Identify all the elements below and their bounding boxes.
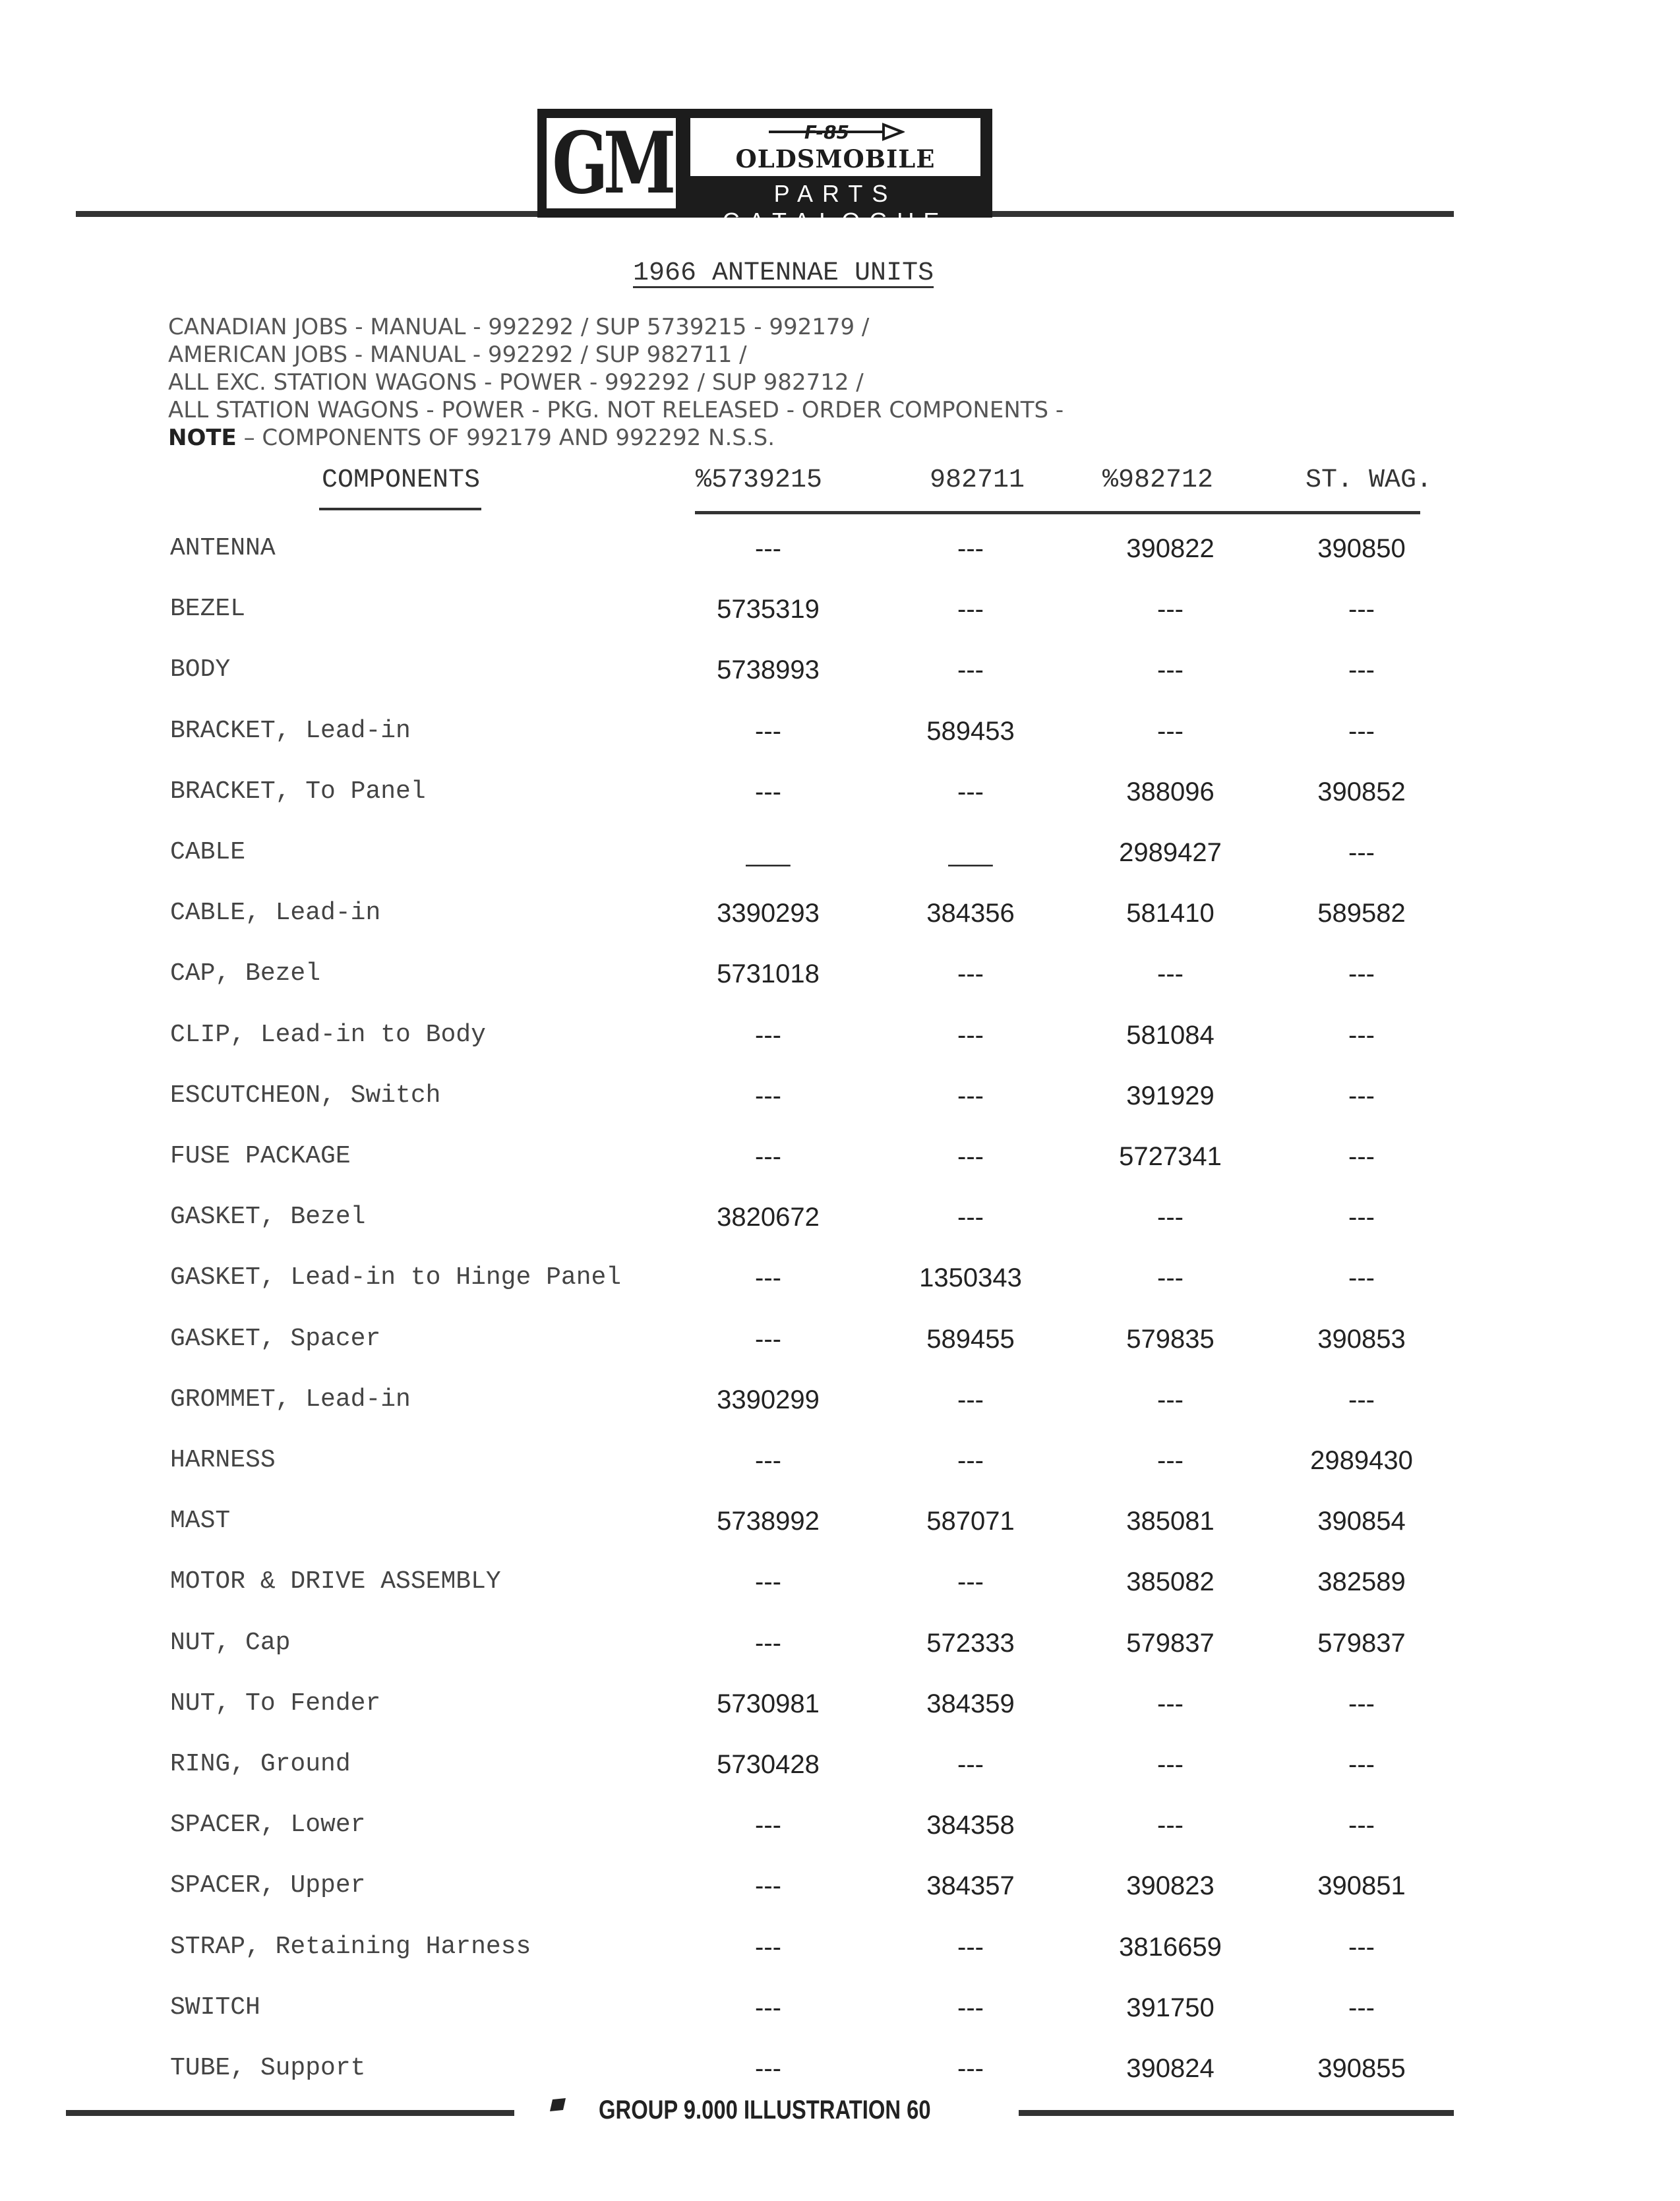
note-line xyxy=(168,424,1421,452)
part-number-cell: --- xyxy=(755,1567,781,1596)
part-number-cell: 3390299 xyxy=(717,1385,820,1414)
table-row xyxy=(0,1629,1680,1668)
model-mark: F-85 xyxy=(804,121,850,143)
part-number-cell: --- xyxy=(1157,717,1184,746)
part-name: BRACKET, Lead-in xyxy=(170,717,411,745)
part-number-cell: --- xyxy=(755,717,781,746)
part-number-cell: --- xyxy=(957,1385,984,1414)
part-number-cell: 572333 xyxy=(926,1629,1015,1658)
table-row xyxy=(0,1933,1680,1972)
part-number-cell: 5735319 xyxy=(717,595,820,624)
part-number-cell: --- xyxy=(755,1446,781,1475)
table-row xyxy=(0,655,1680,695)
table-row xyxy=(0,899,1680,938)
part-number-cell: --- xyxy=(1348,959,1375,988)
part-number-cell: --- xyxy=(957,959,984,988)
part-name: ANTENNA xyxy=(170,534,276,562)
table-row xyxy=(0,1993,1680,2033)
part-name: RING, Ground xyxy=(170,1750,351,1778)
part-number-cell: 391929 xyxy=(1126,1081,1215,1110)
part-number-cell: --- xyxy=(957,1567,984,1596)
part-number-cell: 390823 xyxy=(1126,1871,1215,1900)
brand-name: OLDSMOBILE xyxy=(735,144,936,173)
part-number-cell: --- xyxy=(755,1325,781,1354)
part-number-cell: --- xyxy=(1348,1750,1375,1779)
part-number-cell: --- xyxy=(957,655,984,684)
part-number-cell: 390851 xyxy=(1317,1871,1406,1900)
part-number-cell: --- xyxy=(1348,838,1375,867)
table-row xyxy=(0,1689,1680,1729)
part-number-cell: 579837 xyxy=(1317,1629,1406,1658)
part-number-cell: --- xyxy=(1157,595,1184,624)
part-number-cell: 382589 xyxy=(1317,1567,1406,1596)
part-name: TUBE, Support xyxy=(170,2054,366,2082)
part-number-cell: --- xyxy=(1348,655,1375,684)
column-header-underline xyxy=(319,508,481,510)
part-name: NUT, Cap xyxy=(170,1629,291,1657)
note-line: ALL STATION WAGONS - POWER - PKG. NOT RELEASED - ORDER COMPONENTS - xyxy=(168,397,1064,423)
table-row xyxy=(0,1811,1680,1850)
table-row xyxy=(0,1507,1680,1546)
part-number-cell: --- xyxy=(1157,1750,1184,1779)
part-name: CLIP, Lead-in to Body xyxy=(170,1021,486,1049)
table-row xyxy=(0,959,1680,999)
part-name: CABLE, Lead-in xyxy=(170,899,381,927)
part-number-cell: --- xyxy=(1348,1203,1375,1232)
part-number-cell: --- xyxy=(957,2054,984,2083)
part-number-cell: --- xyxy=(755,1021,781,1050)
part-number-cell: --- xyxy=(957,1750,984,1779)
part-number-cell: 3820672 xyxy=(717,1203,820,1232)
part-name: GASKET, Lead-in to Hinge Panel xyxy=(170,1263,622,1292)
part-number-cell: --- xyxy=(1348,1993,1375,2022)
part-number-cell: 5731018 xyxy=(717,959,820,988)
table-row xyxy=(0,1567,1680,1607)
column-header-982712: %982712 xyxy=(1102,466,1214,495)
part-name: MOTOR & DRIVE ASSEMBLY xyxy=(170,1567,501,1596)
table-row xyxy=(0,595,1680,634)
part-number-cell: --- xyxy=(957,1021,984,1050)
part-number-cell: --- xyxy=(1348,1263,1375,1292)
part-number-cell: --- xyxy=(755,1993,781,2022)
part-number-cell: 390822 xyxy=(1126,534,1215,563)
part-number-cell: 390824 xyxy=(1126,2054,1215,2083)
part-name: SWITCH xyxy=(170,1993,260,2022)
part-number-cell: --- xyxy=(1348,1689,1375,1718)
part-number-cell: 3390293 xyxy=(717,899,820,928)
part-number-cell: 388096 xyxy=(1126,777,1215,806)
column-header-components: COMPONENTS xyxy=(322,466,481,495)
part-number-cell: --- xyxy=(1157,1203,1184,1232)
part-number-cell: --- xyxy=(957,1446,984,1475)
part-number-cell: 581084 xyxy=(1126,1021,1215,1050)
part-number-cell: 391750 xyxy=(1126,1993,1215,2022)
table-row xyxy=(0,1021,1680,1060)
gm-logo-text: GM xyxy=(551,113,671,213)
column-headers-underline xyxy=(695,511,1420,514)
part-name: BEZEL xyxy=(170,595,246,623)
note-label: NOTE xyxy=(168,425,237,451)
part-number-cell: ___ xyxy=(948,838,993,867)
part-number-cell: --- xyxy=(957,1993,984,2022)
part-number-cell: 385082 xyxy=(1126,1567,1215,1596)
table-row xyxy=(0,1446,1680,1486)
part-number-cell: 390854 xyxy=(1317,1507,1406,1536)
part-number-cell: --- xyxy=(957,1142,984,1171)
note-line: CANADIAN JOBS - MANUAL - 992292 / SUP 5739215 - 992179 / xyxy=(168,314,870,340)
table-row xyxy=(0,717,1680,756)
table-row xyxy=(0,777,1680,817)
table-row xyxy=(0,1263,1680,1303)
part-number-cell: --- xyxy=(1348,1021,1375,1050)
part-number-cell: 5738993 xyxy=(717,655,820,684)
part-number-cell: 589455 xyxy=(926,1325,1015,1354)
part-number-cell: --- xyxy=(755,1081,781,1110)
part-name: ESCUTCHEON, Switch xyxy=(170,1081,441,1110)
part-number-cell: --- xyxy=(755,1263,781,1292)
part-number-cell: --- xyxy=(755,1629,781,1658)
part-number-cell: 589453 xyxy=(926,717,1015,746)
table-row xyxy=(0,1385,1680,1425)
part-number-cell: --- xyxy=(755,1933,781,1962)
part-number-cell: --- xyxy=(1348,717,1375,746)
catalogue-label: PARTS CATALOGUE xyxy=(722,180,949,235)
footer-rule-left xyxy=(66,2110,514,2116)
header-rule-left xyxy=(76,211,544,217)
part-number-cell: --- xyxy=(957,595,984,624)
column-header-982711: 982711 xyxy=(930,466,1025,495)
part-number-cell: 587071 xyxy=(926,1507,1015,1536)
part-number-cell: 384359 xyxy=(926,1689,1015,1718)
part-number-cell: --- xyxy=(1157,1811,1184,1840)
table-row xyxy=(0,1325,1680,1364)
part-number-cell: --- xyxy=(755,1811,781,1840)
part-name: MAST xyxy=(170,1507,231,1535)
footer-label: GROUP 9.000 ILLUSTRATION 60 xyxy=(599,2095,931,2125)
part-name: CAP, Bezel xyxy=(170,959,321,988)
catalogue-logo xyxy=(537,109,992,235)
part-number-cell: --- xyxy=(1157,1446,1184,1475)
note-text: – COMPONENTS OF 992179 AND 992292 N.S.S. xyxy=(236,425,775,451)
part-number-cell: 2989430 xyxy=(1310,1446,1413,1475)
header-rule-right xyxy=(992,211,1454,217)
part-name: BODY xyxy=(170,655,231,684)
part-number-cell: --- xyxy=(755,1871,781,1900)
part-number-cell: 390855 xyxy=(1317,2054,1406,2083)
part-number-cell: ___ xyxy=(746,838,791,867)
part-name: CABLE xyxy=(170,838,246,866)
table-row xyxy=(0,1203,1680,1242)
part-number-cell: 390850 xyxy=(1317,534,1406,563)
part-number-cell: 384356 xyxy=(926,899,1015,928)
part-number-cell: --- xyxy=(957,1203,984,1232)
part-number-cell: 581410 xyxy=(1126,899,1215,928)
part-number-cell: --- xyxy=(1348,595,1375,624)
part-name: STRAP, Retaining Harness xyxy=(170,1933,531,1961)
table-row xyxy=(0,1871,1680,1911)
part-number-cell: --- xyxy=(755,534,781,563)
part-number-cell: --- xyxy=(755,1142,781,1171)
part-number-cell: --- xyxy=(755,2054,781,2083)
part-name: FUSE PACKAGE xyxy=(170,1142,351,1170)
part-name: SPACER, Upper xyxy=(170,1871,366,1900)
part-number-cell: --- xyxy=(1157,959,1184,988)
part-name: SPACER, Lower xyxy=(170,1811,366,1839)
part-number-cell: --- xyxy=(1348,1081,1375,1110)
table-row xyxy=(0,1142,1680,1182)
column-header-station-wagon: ST. WAG. xyxy=(1305,466,1433,495)
page-title: 1966 ANTENNAE UNITS xyxy=(633,258,934,288)
part-number-cell: 384358 xyxy=(926,1811,1015,1840)
part-number-cell: --- xyxy=(1157,1689,1184,1718)
f85-arrow-icon xyxy=(766,121,905,143)
part-number-cell: 5730428 xyxy=(717,1750,820,1779)
part-name: BRACKET, To Panel xyxy=(170,777,426,806)
part-number-cell: 5730981 xyxy=(717,1689,820,1718)
part-number-cell: --- xyxy=(957,1933,984,1962)
table-row xyxy=(0,838,1680,878)
part-name: GASKET, Bezel xyxy=(170,1203,366,1231)
part-number-cell: 390852 xyxy=(1317,777,1406,806)
table-row xyxy=(0,1081,1680,1121)
part-number-cell: --- xyxy=(1348,1385,1375,1414)
part-number-cell: --- xyxy=(1157,655,1184,684)
column-header-5739215: %5739215 xyxy=(696,466,823,495)
part-number-cell: 1350343 xyxy=(919,1263,1022,1292)
part-number-cell: 2989427 xyxy=(1119,838,1222,867)
part-number-cell: --- xyxy=(1157,1263,1184,1292)
part-number-cell: --- xyxy=(957,1081,984,1110)
part-name: NUT, To Fender xyxy=(170,1689,381,1718)
gm-logo-box xyxy=(547,113,676,213)
table-row xyxy=(0,534,1680,574)
part-number-cell: 384357 xyxy=(926,1871,1015,1900)
part-name: GROMMET, Lead-in xyxy=(170,1385,411,1414)
footer-rule-right xyxy=(1019,2110,1454,2116)
part-number-cell: --- xyxy=(957,534,984,563)
part-name: HARNESS xyxy=(170,1446,276,1474)
part-number-cell: 390853 xyxy=(1317,1325,1406,1354)
part-number-cell: 385081 xyxy=(1126,1507,1215,1536)
part-number-cell: --- xyxy=(1348,1811,1375,1840)
brand-box xyxy=(690,118,980,176)
notes-block xyxy=(168,313,1421,452)
part-number-cell: --- xyxy=(1348,1142,1375,1171)
footer-ink-mark-icon xyxy=(546,2097,570,2113)
part-number-cell: 5727341 xyxy=(1119,1142,1222,1171)
table-row xyxy=(0,1750,1680,1790)
part-number-cell: 3816659 xyxy=(1119,1933,1222,1962)
table-row xyxy=(0,2054,1680,2094)
part-name: GASKET, Spacer xyxy=(170,1325,381,1353)
part-number-cell: 579835 xyxy=(1126,1325,1215,1354)
part-number-cell: 579837 xyxy=(1126,1629,1215,1658)
part-number-cell: --- xyxy=(957,777,984,806)
note-line: AMERICAN JOBS - MANUAL - 992292 / SUP 982711 / xyxy=(168,342,747,368)
part-number-cell: 589582 xyxy=(1317,899,1406,928)
note-line: ALL EXC. STATION WAGONS - POWER - 992292 / SUP 982712 / xyxy=(168,369,864,396)
part-number-cell: --- xyxy=(1157,1385,1184,1414)
part-number-cell: 5738992 xyxy=(717,1507,820,1536)
part-number-cell: --- xyxy=(755,777,781,806)
part-number-cell: --- xyxy=(1348,1933,1375,1962)
